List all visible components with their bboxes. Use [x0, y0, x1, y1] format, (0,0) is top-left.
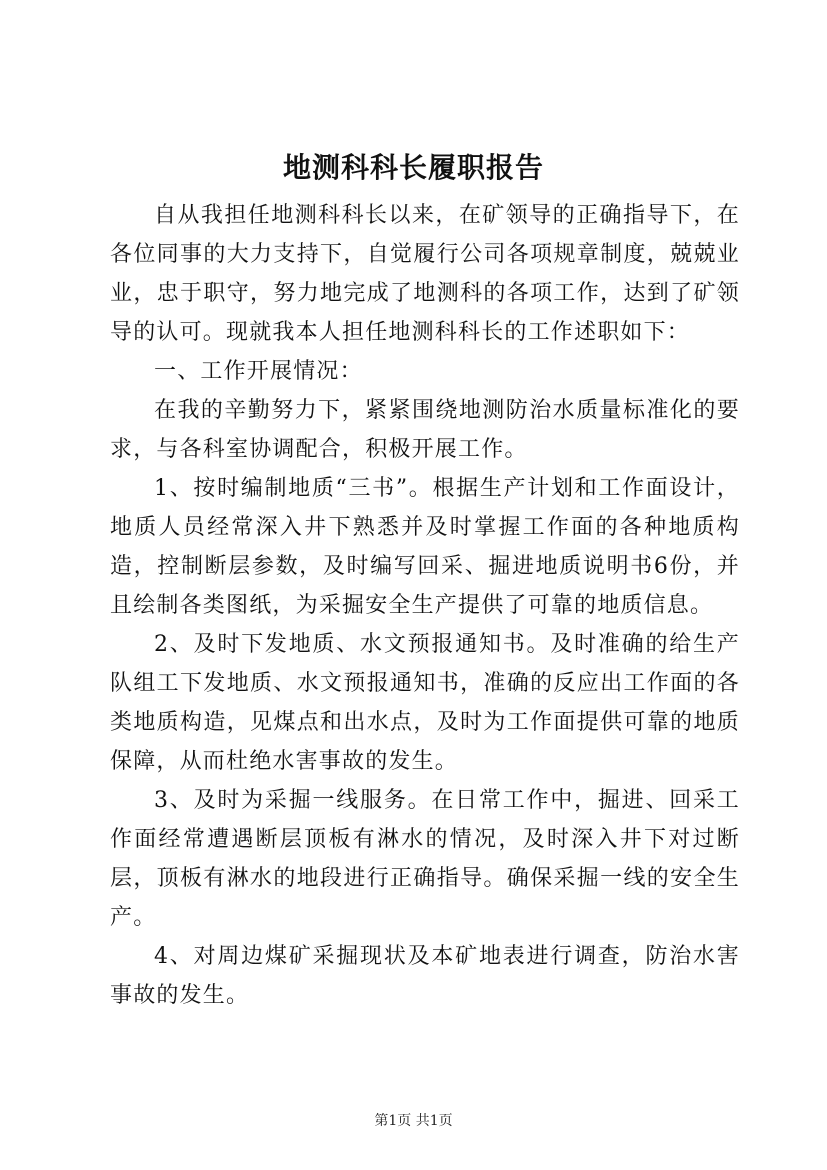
paragraph-item-3: 3、及时为采掘一线服务。在日常工作中，掘进、回采工作面经常遭遇断层顶板有淋水的情况，及时深入井下对过断层，顶板有淋水的地段进行正确指导。确保采掘一线的安全生产。 — [110, 788, 740, 930]
paragraph-item-1: 1、按时编制地质“三书”。根据生产计划和工作面设计，地质人员经常深入井下熟悉并及时掌握工作面的各种地质构造，控制断层参数，及时编写回采、掘进地质说明书6份，并且绘制各类图纸，为采掘安全生产提供了可靠的地质信息。 — [110, 476, 740, 618]
document-body — [110, 196, 740, 1015]
section-heading-work-status: 一、工作开展情况： — [154, 359, 363, 384]
paragraph-overview: 在我的辛勤努力下，紧紧围绕地测防治水质量标准化的要求，与各科室协调配合，积极开展工作。 — [110, 398, 740, 462]
page-number-footer: 第1页 共1页 — [374, 1113, 453, 1129]
document-title: 地测科科长履职报告 — [282, 151, 544, 184]
paragraph-intro: 自从我担任地测科科长以来，在矿领导的正确指导下，在各位同事的大力支持下，自觉履行公司各项规章制度，兢兢业业，忠于职守，努力地完成了地测科的各项工作，达到了矿领导的认可。现就我本人担任地测科科长的工作述职如下： — [110, 203, 740, 345]
paragraph-item-2: 2、及时下发地质、水文预报通知书。及时准确的给生产队组工下发地质、水文预报通知书，准确的反应出工作面的各类地质构造，见煤点和出水点，及时为工作面提供可靠的地质保障，从而杜绝水害事故的发生。 — [110, 632, 740, 774]
paragraph-item-4: 4、对周边煤矿采掘现状及本矿地表进行调查，防治水害事故的发生。 — [110, 944, 740, 1008]
